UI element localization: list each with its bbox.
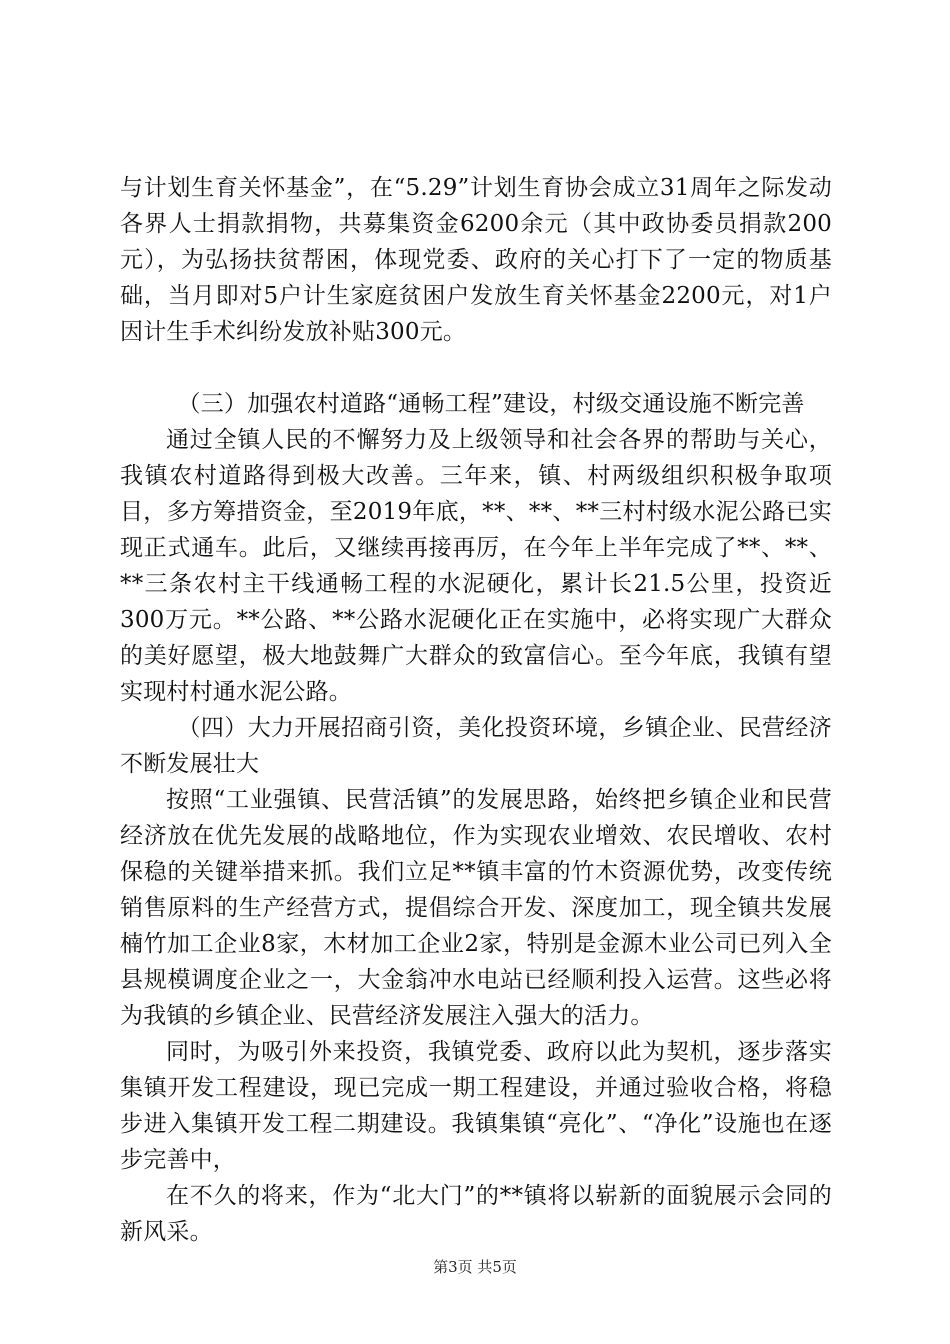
section-heading-roads: （三）加强农村道路“通畅工程”建设，村级交通设施不断完善	[177, 391, 805, 417]
document-body	[120, 170, 832, 1250]
section-heading-investment: （四）大力开展招商引资，美化投资环境，乡镇企业、民营经济不断发展壮大	[120, 715, 832, 777]
paragraph-roads: 通过全镇人民的不懈努力及上级领导和社会各界的帮助与关心，我镇农村道路得到极大改善。三年来，镇、村两级组织积极争取项目，多方筹措资金，至2019年底，**、**、**三村村级水泥公路已实现正式通车。此后，又继续再接再厉，在今年上半年完成了**、**、**三条农村主干线通畅工程的水泥硬化，累计长21.5公里，投资近300万元。**公路、**公路水泥硬化正在实施中，必将实现广大群众的美好愿望，极大地鼓舞广大群众的致富信心。至今年底，我镇有望实现村村通水泥公路。	[120, 427, 832, 705]
page-footer: 第3页 共5页	[433, 1258, 517, 1276]
paragraph-enterprises: 按照“工业强镇、民营活镇”的发展思路，始终把乡镇企业和民营经济放在优先发展的战略地位，作为实现农业增效、农民增收、农村保稳的关键举措来抓。我们立足**镇丰富的竹木资源优势，改变传统销售原料的生产经营方式，提倡综合开发、深度加工，现全镇共发展楠竹加工企业8家，木材加工企业2家，特别是金源木业公司已列入全县规模调度企业之一，大金翁冲水电站已经顺利投入运营。这些必将为我镇的乡镇企业、民营经济发展注入强大的活力。	[120, 787, 832, 1029]
paragraph-town-development: 同时，为吸引外来投资，我镇党委、政府以此为契机，逐步落实集镇开发工程建设，现已完成一期工程建设，并通过验收合格，将稳步进入集镇开发工程二期建设。我镇集镇“亮化”、“净化”设施也在逐步完善中，	[120, 1039, 832, 1173]
paragraph-spacer	[120, 350, 832, 386]
paragraph-outlook: 在不久的将来，作为“北大门”的**镇将以崭新的面貌展示会同的新风采。	[120, 1183, 832, 1245]
paragraph-family-planning-fund: 与计划生育关怀基金”，在“5.29”计划生育协会成立31周年之际发动各界人士捐款捐物，共募集资金6200余元（其中政协委员捐款200元），为弘扬扶贫帮困，体现党委、政府的关心打下了一定的物质基础，当月即对5户计生家庭贫困户发放生育关怀基金2200元，对1户因计生手术纠纷发放补贴300元。	[120, 175, 832, 345]
